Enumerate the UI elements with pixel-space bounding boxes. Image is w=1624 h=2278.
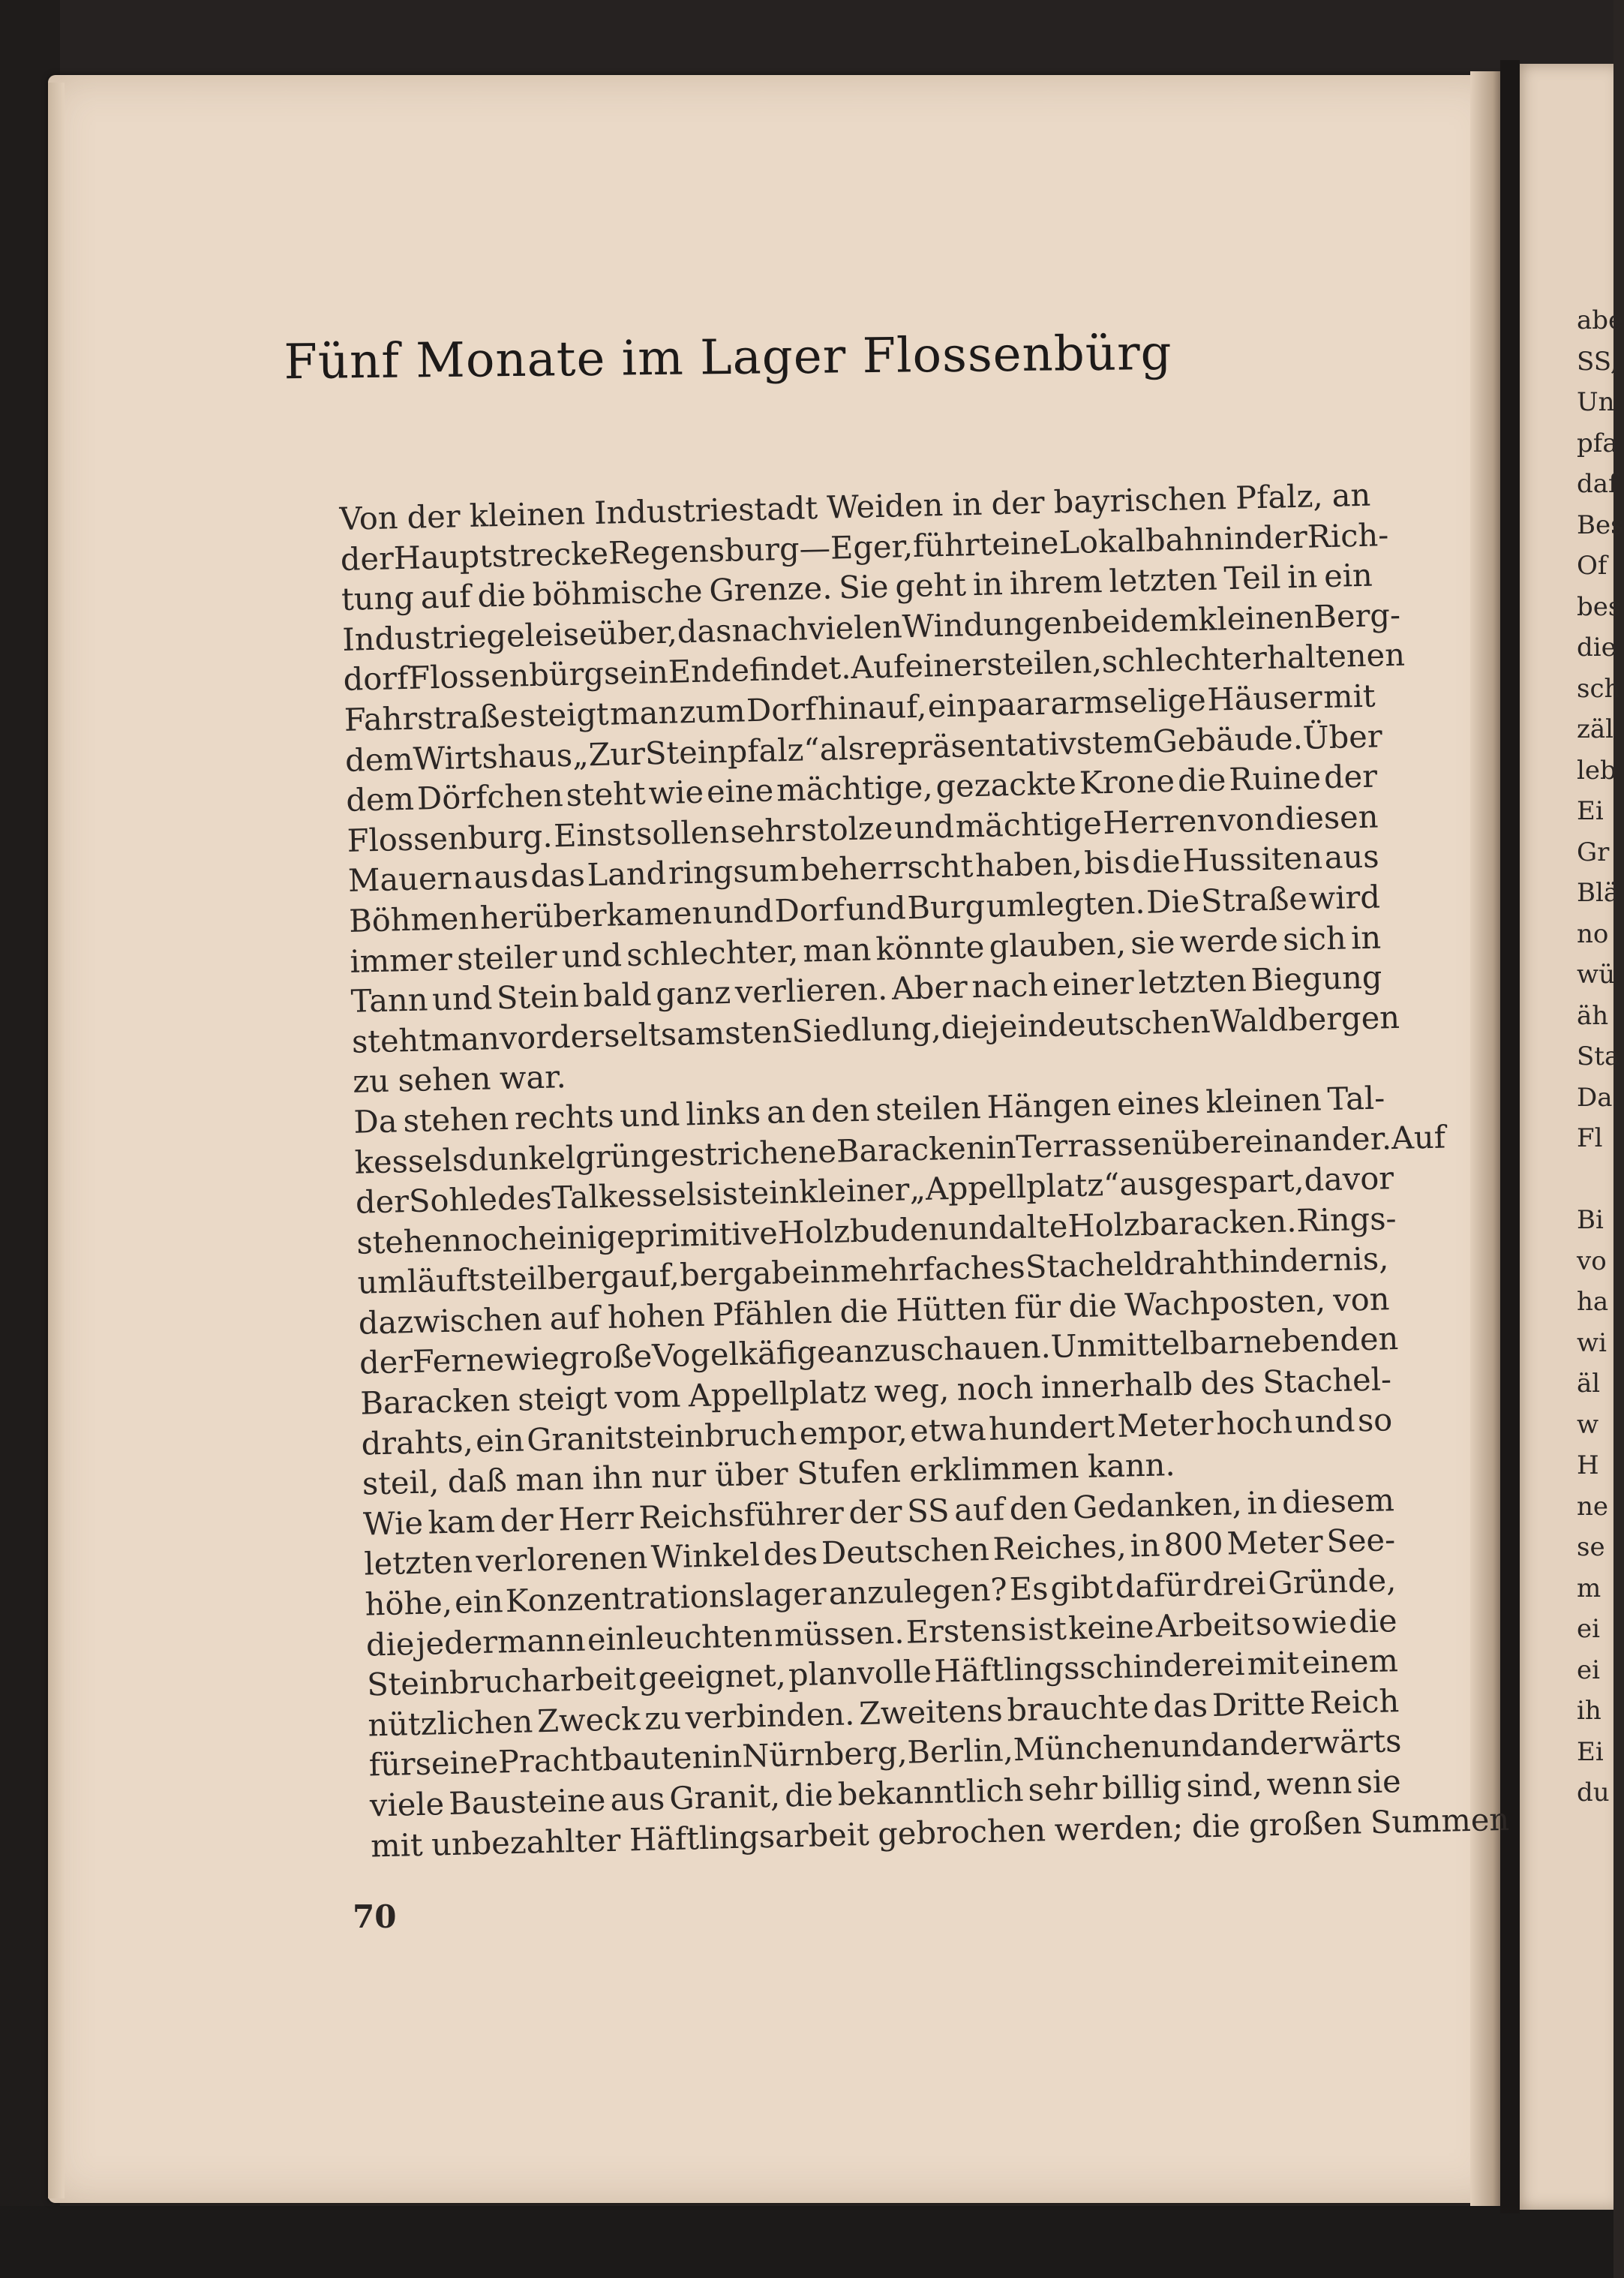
facing-page-fragment: pfa <box>1577 428 1618 458</box>
facing-page-text <box>1577 300 1624 1814</box>
paragraph <box>339 475 1406 1102</box>
text-line: dem Dörfchen steht wie eine mächtige, gezackte Krone die Ruine der <box>345 757 1378 819</box>
facing-page-fragment: H <box>1577 1450 1599 1480</box>
text-line: der Sohle des Talkessels ist ein kleiner „Appellplatz“ ausgespart, davor <box>355 1159 1394 1221</box>
facing-page-fragment: w <box>1577 1409 1599 1440</box>
facing-page-fragment: bes <box>1577 591 1622 622</box>
text-line: für seine Prachtbauten in Nürnberg, Berlin, München und anderwärts <box>368 1722 1402 1784</box>
text-line: dem Wirtshaus „Zur Steinpfalz“ als repräsentativstem Gebäude. Über <box>344 717 1383 779</box>
facing-page-fragment: sch <box>1577 673 1621 704</box>
facing-page-fragment: daf <box>1577 469 1618 499</box>
facing-page-fragment: Sta <box>1577 1041 1620 1071</box>
text-line: der Ferne wie große Vogelkäfige anzuschauen. Unmittelbar neben den <box>359 1320 1399 1382</box>
facing-page-fragment: ne <box>1577 1491 1609 1522</box>
facing-page-fragment: se <box>1577 1532 1605 1562</box>
facing-page-fragment: no <box>1577 918 1609 949</box>
text-line: viele Bausteine aus Granit, die bekanntlich sehr billig sind, wenn sie <box>369 1763 1402 1824</box>
facing-page-fragment: Ei <box>1577 796 1604 826</box>
facing-page-fragment: SS, <box>1577 346 1619 377</box>
facing-page-fragment: Fl <box>1577 1123 1603 1153</box>
text-line: Tann und Stein bald ganz verlieren. Aber nach einer letzten Biegung <box>350 958 1382 1020</box>
text-line: Industriegeleise über, das nach vielen Windungen bei dem kleinen Berg- <box>341 596 1401 658</box>
text-line: drahts, ein Granitsteinbruch empor, etwa hundert Meter hoch und so <box>361 1400 1393 1462</box>
text-line: Wie kam der Herr Reichsführer der SS auf den Gedanken, in diesem <box>362 1481 1395 1543</box>
background-top <box>0 0 1613 79</box>
text-line: höhe, ein Konzentrationslager anzulegen? Es gibt dafür drei Gründe, <box>365 1561 1397 1623</box>
text-line: Mauern aus das Land ringsum beherrscht haben, bis die Hussiten aus <box>347 837 1380 900</box>
text-line: steht man vor der seltsamsten Siedlung, die je in deutschen Waldbergen <box>351 998 1400 1060</box>
facing-page-fragment: du <box>1577 1778 1610 1808</box>
text-line: stehen noch einige primitive Holzbuden und alte Holzbaracken. Rings- <box>356 1199 1397 1261</box>
facing-page-fragment: wü <box>1577 960 1615 990</box>
text-line: mit unbezahlter Häftlingsarbeit gebrochen werden; die großen Summen <box>370 1800 1510 1865</box>
paragraph <box>353 1077 1446 1504</box>
facing-page-fragment: ha <box>1577 1287 1609 1317</box>
page-number: 70 <box>353 1898 397 1935</box>
text-line: der Hauptstrecke Regensburg—Eger, führt eine Lokalbahn in der Rich- <box>340 515 1389 578</box>
facing-page-fragment: zäl <box>1577 714 1614 744</box>
text-line: Da stehen rechts und links an den steilen Hängen eines kleinen Tal- <box>353 1079 1385 1141</box>
facing-page-fragment: Of <box>1577 551 1607 581</box>
facing-page-fragment: Bi <box>1577 1205 1604 1235</box>
background-bottom <box>0 2206 1613 2278</box>
facing-page-fragment: Blä <box>1577 878 1619 908</box>
paragraph <box>362 1480 1510 1866</box>
text-line: nützlichen Zweck zu verbinden. Zweitens brauchte das Dritte Reich <box>367 1681 1400 1744</box>
text-line: zu sehen war. <box>352 1058 567 1101</box>
facing-page-fragment: vo <box>1577 1246 1607 1276</box>
text-line: Baracken steigt vom Appellplatz weg, noch innerhalb des Stachel- <box>359 1360 1392 1422</box>
facing-page-fragment: ei <box>1577 1614 1600 1644</box>
facing-page-fragment: ih <box>1577 1696 1601 1726</box>
facing-page-fragment: abe <box>1577 305 1624 335</box>
text-line: Steinbrucharbeit geeignet, planvolle Häftlingsschinderei mit einem <box>366 1642 1399 1703</box>
facing-page-fragment <box>1577 1159 1613 1201</box>
facing-page-fragment: Bes <box>1577 509 1624 540</box>
text-line: um läuft steil bergauf, bergab ein mehrfaches Stacheldrahthindernis, <box>357 1240 1389 1301</box>
book-spine <box>1500 60 1520 2213</box>
facing-page-fragment: Ei <box>1577 1736 1604 1767</box>
text-line: Flossenburg. Einst sollen sehr stolze und mächtige Herren von diesen <box>347 798 1379 859</box>
facing-page-fragment: leb <box>1577 755 1616 786</box>
text-line: tung auf die böhmische Grenze. Sie geht in ihrem letzten Teil in ein <box>341 556 1373 618</box>
body-text <box>339 475 1510 1866</box>
text-line: kessels dunkelgrün gestrichene Baracken in Terrassen übereinander. Auf <box>354 1117 1446 1181</box>
text-line: die jedermann einleuchten müssen. Erstens ist keine Arbeit so wie die <box>365 1601 1398 1663</box>
text-line: immer steiler und schlechter, man könnte glauben, sie werde sich in <box>349 918 1382 980</box>
facing-page-fragment: wi <box>1577 1327 1607 1358</box>
facing-page-fragment: m <box>1577 1573 1601 1603</box>
text-line: dorf Flossenbürg sein Ende findet. Auf einer steilen, schlecht erhaltenen <box>343 636 1406 699</box>
text-line: dazwischen auf hohen Pfählen die Hütten für die Wachposten, von <box>358 1280 1390 1342</box>
facing-page-fragment: Un <box>1577 387 1615 417</box>
facing-page-fragment: die <box>1577 633 1616 663</box>
page-edge <box>48 83 65 2198</box>
text-line: letzten verlorenen Winkel des Deutschen Reiches, in 800 Meter See- <box>363 1521 1396 1583</box>
facing-page-fragment: Gr <box>1577 837 1610 867</box>
facing-page-fragment: ei <box>1577 1654 1600 1685</box>
chapter-title: Fünf Monate im Lager Flossenbürg <box>284 325 1172 391</box>
text-line: steil, daß man ihn nur über Stufen erklimmen kann. <box>362 1446 1176 1502</box>
facing-page-fragment: äh <box>1577 1000 1609 1031</box>
facing-page-fragment: Da <box>1577 1082 1613 1113</box>
facing-page-fragment: äl <box>1577 1369 1601 1399</box>
text-line: Von der kleinen Industriestadt Weiden in der bayrischen Pfalz, an <box>339 476 1371 537</box>
text-line: Fahrstraße steigt man zum Dorf hinauf, ein paar armselige Häuser mit <box>344 677 1376 738</box>
text-line: Böhmen herüberkamen und Dorf und Burg umlegten. Die Straße wird <box>348 878 1381 939</box>
